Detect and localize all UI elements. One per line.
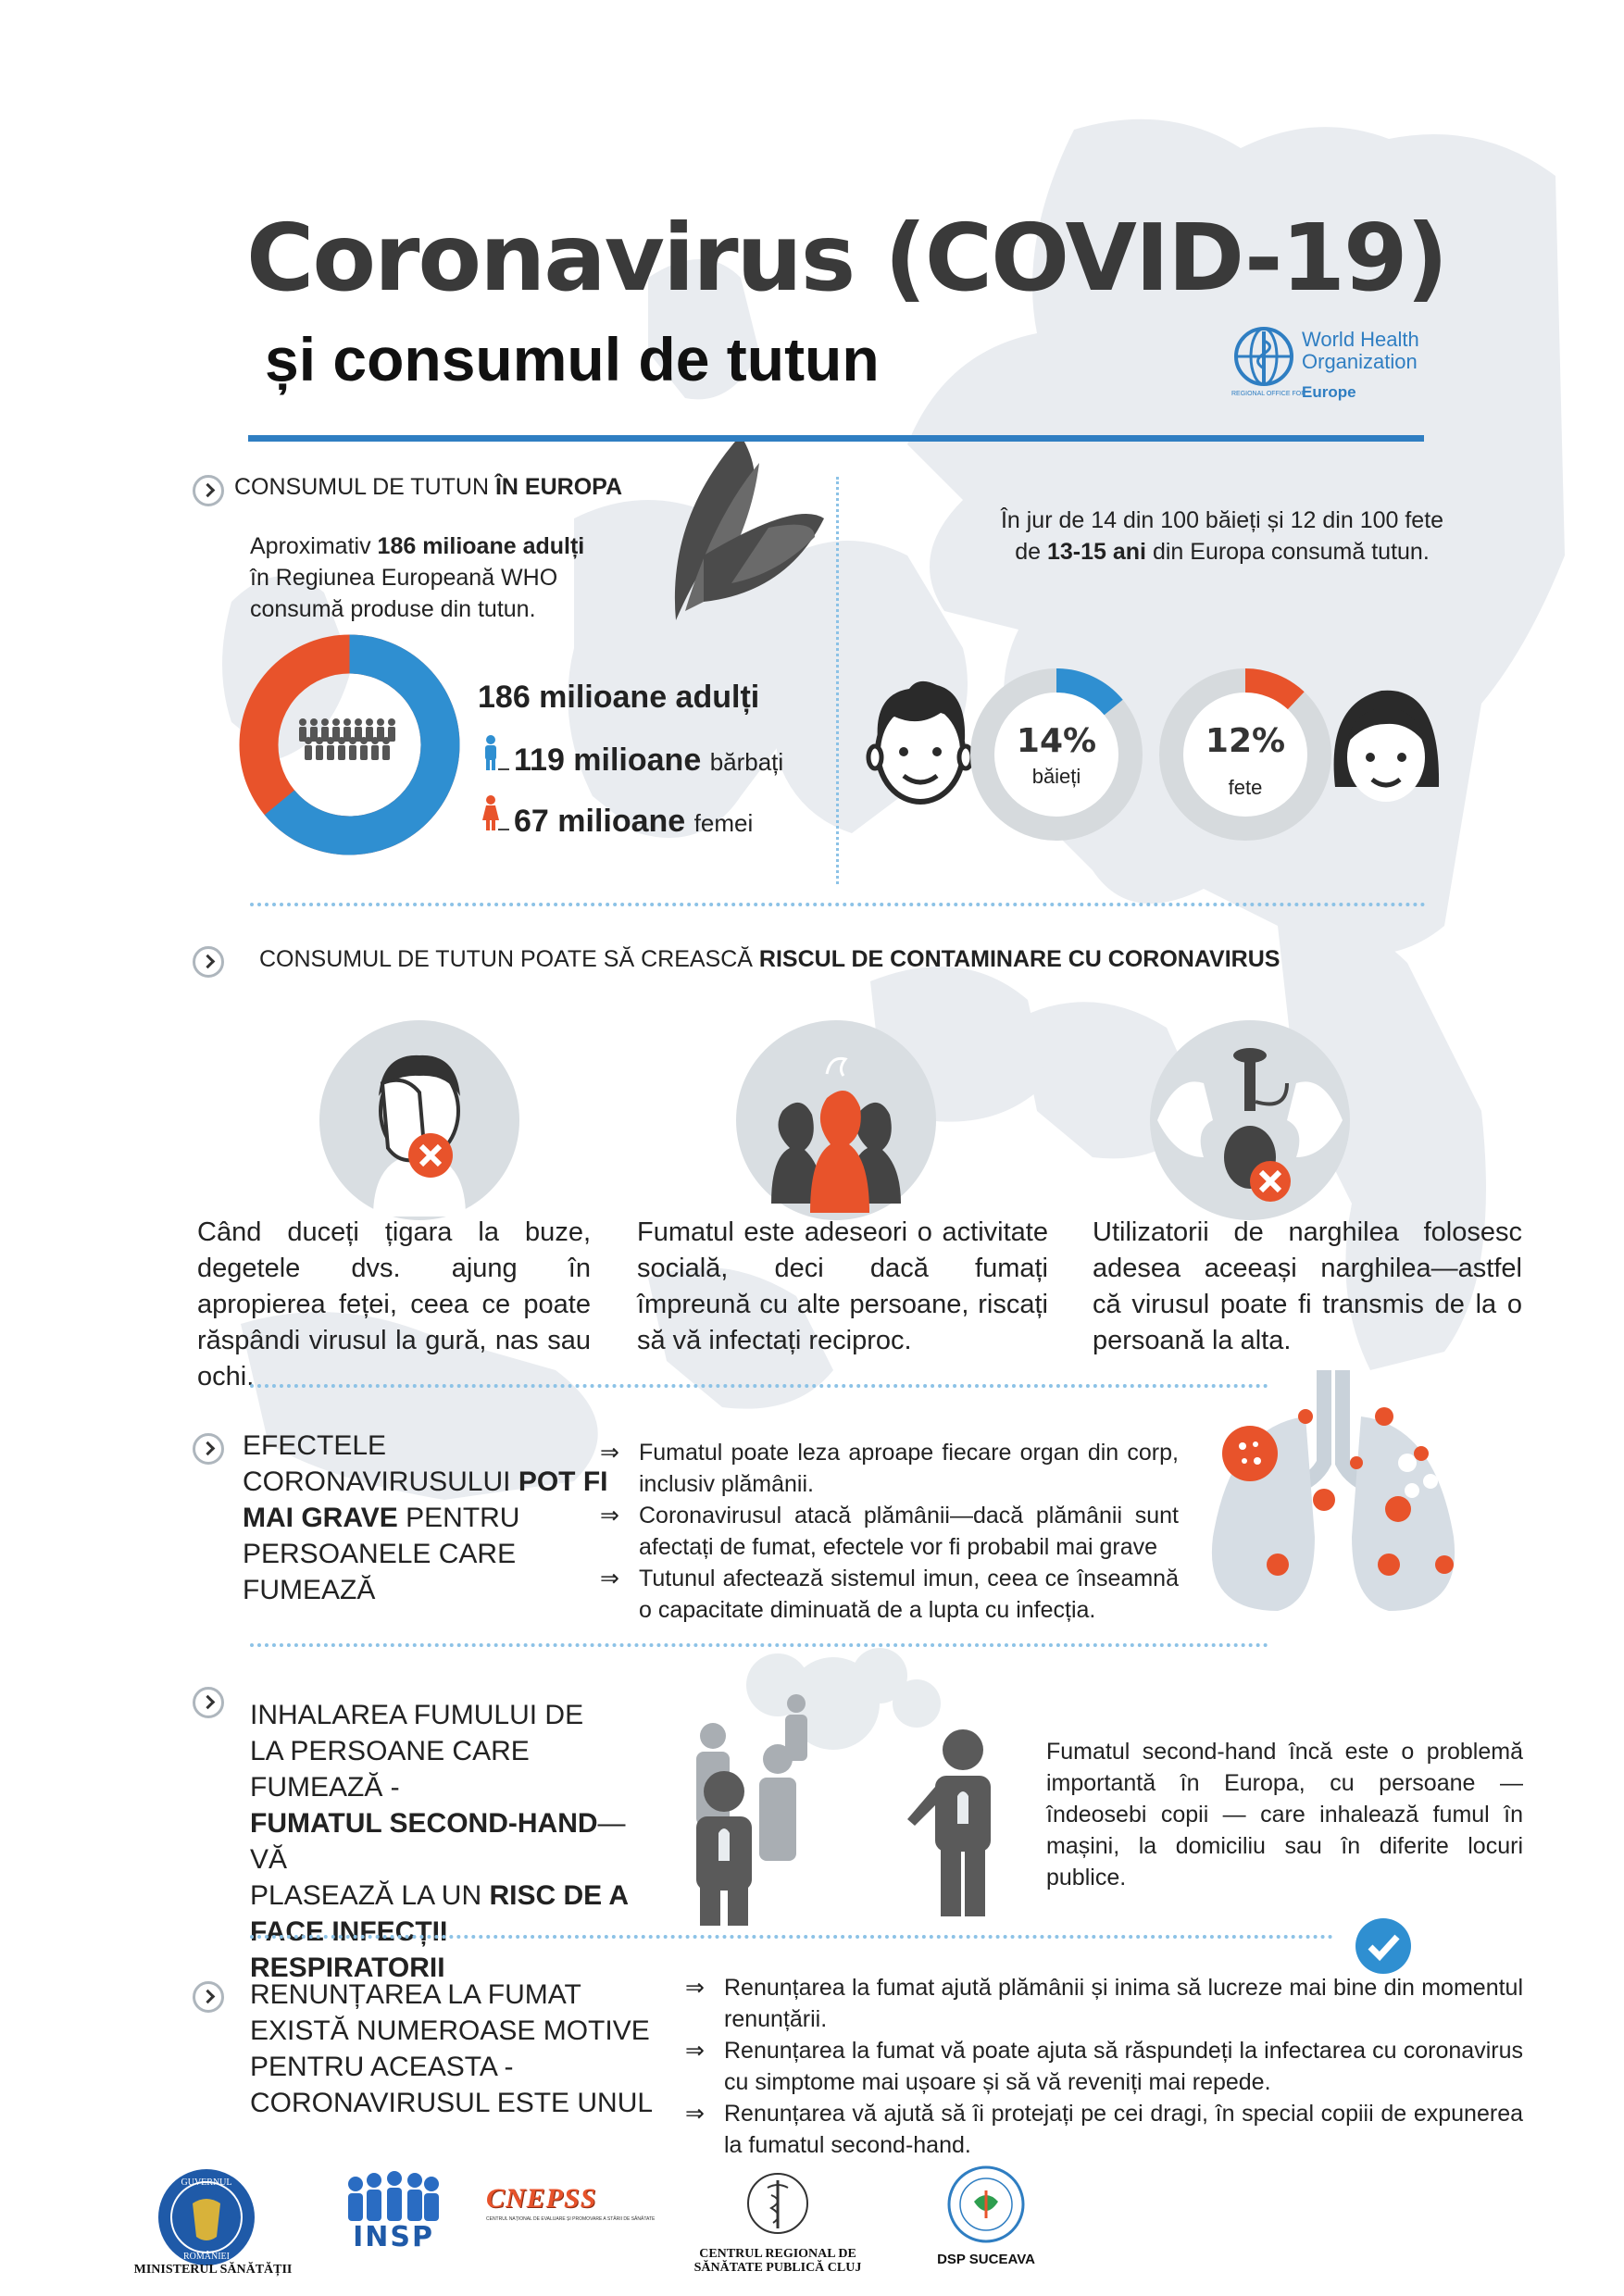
crowd-person-head (299, 718, 306, 726)
adults-donut-chart (236, 631, 463, 858)
seal-top-text: GUVERNUL (181, 2177, 232, 2188)
crowd-person-body (338, 745, 345, 760)
crowd-person-head (355, 718, 362, 726)
risk-column-1: Când duceți țigara la buze, degetele dvs. ajung în apropierea feței, ceea ce poate răspândi virusul la gură, nas sau ochi. (197, 1217, 591, 1391)
dsp-seal-icon (946, 2165, 1026, 2244)
logo-cnepss-subtitle: CENTRUL NAȚIONAL DE EVALUARE ȘI PROMOVARE A STĂRII DE SĂNĂTATE (486, 2216, 656, 2222)
title-rule (248, 435, 1424, 442)
crowd-person-body (360, 745, 368, 760)
logo-dsp-suceava (926, 2165, 1046, 2266)
effects-list (600, 1437, 1179, 1626)
seal-bottom-text: ROMÂNIEI (183, 2252, 230, 2262)
section-bullet-icon (193, 1433, 224, 1465)
crowd-person-head (344, 718, 351, 726)
insp-people-icon (343, 2171, 444, 2227)
quit-heading: RENUNȚAREA LA FUMAT EXISTĂ NUMEROASE MOTIVE PENTRU ACEASTA - CORONAVIRUSUL ESTE UNUL (250, 1979, 654, 2118)
boys-percent: 14% (1016, 722, 1097, 760)
effects-heading: EFECTELE CORONAVIRUSULUI POT FI MAI GRAVE PENTRU PERSOANELE CARE FUMEAZĂ (243, 1430, 608, 1605)
who-emblem-icon (1231, 324, 1296, 389)
arrow-icon: ⇒ (600, 1566, 619, 1591)
girls-percent: 12% (1205, 722, 1286, 760)
who-logo (1231, 324, 1444, 407)
crowd-person-body (316, 745, 323, 760)
effects-item: ⇒ Fumatul poate leza aproape fiecare organ din corp, inclusiv plămânii. (600, 1437, 1179, 1500)
secondhand-smoke-people-icon (639, 1648, 1037, 1926)
secondhand-heading: INHALAREA FUMULUI DE LA PERSOANE CARE FUMEAZĂ - FUMATUL SECOND-HAND—VĂ PLASEAZĂ LA UN RISC DE A FACE INFECȚII RESPIRATORII (250, 1700, 630, 1983)
logo-insp (343, 2171, 444, 2264)
quit-item: ⇒ Renunțarea vă ajută să îi protejați pe cei dragi, în special copiii de expunerea la fumatul second-hand. (685, 2098, 1523, 2161)
crowd-person-head (360, 737, 368, 744)
column-divider (836, 477, 839, 884)
section-bullet-icon (193, 1687, 224, 1718)
section-bullet-icon (193, 1981, 224, 2013)
women-stat: 67 milioane femei (514, 804, 754, 839)
woman-icon (478, 794, 513, 833)
girls-label: fete (1228, 776, 1263, 799)
boy-face-icon (863, 676, 979, 810)
logo-dsp-caption: DSP SUCEAVA (937, 2252, 1035, 2267)
europe-intro: Aproximativ 186 milioane adulți în Regiunea Europeană WHO consumă produse din tutun. (250, 533, 585, 622)
section-divider-2 (250, 1384, 1268, 1388)
arrow-icon: ⇒ (685, 2101, 705, 2127)
crowd-person-head (327, 737, 334, 744)
crowd-person-head (349, 737, 356, 744)
romania-government-seal-icon (156, 2166, 257, 2268)
logo-cluj (685, 2171, 870, 2273)
quit-item: ⇒ Renunțarea la fumat ajută plămânii și inima să lucreze mai bine din momentul renunțării. (685, 1972, 1523, 2035)
arrow-icon: ⇒ (685, 1975, 705, 2001)
logo-cnepss (486, 2183, 671, 2239)
men-stat: 119 milioane bărbați (514, 742, 784, 778)
crowd-person-body (305, 745, 312, 760)
risk-heading: CONSUMUL DE TUTUN POATE SĂ CREASCĂ RISCUL DE CONTAMINARE CU CORONAVIRUS (259, 946, 1280, 972)
boys-label: băieți (1031, 765, 1081, 788)
crowd-icon (299, 718, 395, 760)
crowd-person-body (349, 745, 356, 760)
who-region: Europe (1302, 383, 1356, 401)
section-divider-4 (250, 1935, 1333, 1939)
crowd-person-head (316, 737, 323, 744)
arrow-icon: ⇒ (685, 2038, 705, 2064)
logo-cnepss-caption: CNEPSS (486, 2183, 597, 2214)
checkmark-icon (1354, 1916, 1413, 1976)
section-bullet-icon (193, 946, 224, 978)
logo-ministry (120, 2166, 306, 2277)
secondhand-text: Fumatul second-hand încă este o problemă importantă în Europa, cu persoane — îndeosebi copii — care inhalează fumul în mașini, la domiciliu sau în diferite locuri publice. (1046, 1739, 1523, 1890)
lungs-with-virus-icon (1176, 1352, 1491, 1648)
section-divider-3 (250, 1643, 1268, 1647)
logo-cluj-caption-1: CENTRUL REGIONAL DE (699, 2247, 856, 2261)
who-regional: REGIONAL OFFICE FOR (1231, 391, 1306, 397)
who-name-line2: Organization (1302, 350, 1418, 373)
crowd-person-head (321, 718, 329, 726)
risk-column-2: Fumatul este adeseori o activitate socială, deci dacă fumați împreună cu alte persoane, riscați să vă infectați reciproc. (637, 1217, 1048, 1355)
crowd-person-head (338, 737, 345, 744)
man-icon (478, 734, 513, 773)
crowd-person-body (371, 745, 379, 760)
hookah-icon (1148, 1018, 1352, 1222)
page-title: Coronavirus (COVID-19) (246, 204, 1447, 312)
quit-list (685, 1972, 1523, 2161)
crowd-person-head (377, 718, 384, 726)
section-bullet-icon (193, 475, 224, 506)
adults-total: 186 milioane adulți (478, 680, 760, 715)
effects-item: ⇒ Tutunul afectează sistemul imun, ceea ce înseamnă o capacitate diminuată de a lupta cu infecția. (600, 1563, 1179, 1626)
crowd-person-head (310, 718, 318, 726)
section-divider-1 (250, 903, 1426, 906)
page-subtitle: și consumul de tutun (265, 325, 880, 393)
quit-item: ⇒ Renunțarea la fumat vă poate ajuta să răspundeți la infectarea cu coronavirus cu simptome mai ușoare și să vă reveniți mai repede. (685, 2035, 1523, 2098)
risk-column-3: Utilizatorii de narghilea folosesc adesea aceeași narghilea—astfel că virusul poate fi transmis de la o persoană la alta. (1093, 1217, 1522, 1355)
caduceus-icon (745, 2171, 810, 2236)
logo-ministry-caption: MINISTERUL SĂNĂTĂȚII (133, 2263, 293, 2277)
arrow-icon: ⇒ (600, 1503, 619, 1529)
arrow-icon: ⇒ (600, 1440, 619, 1466)
crowd-person-head (332, 718, 340, 726)
crowd-person-head (366, 718, 373, 726)
effects-item: ⇒ Coronavirusul atacă plămânii—dacă plămânii sunt afectați de fumat, efectele vor fi probabil mai grave (600, 1500, 1179, 1563)
crowd-person-head (371, 737, 379, 744)
europe-heading: CONSUMUL DE TUTUN ÎN EUROPA (234, 474, 623, 500)
hand-on-face-icon (318, 1018, 521, 1222)
girl-face-icon (1326, 676, 1446, 815)
crowd-person-body (327, 745, 334, 760)
crowd-person-head (382, 737, 390, 744)
crowd-person-body (382, 745, 390, 760)
social-smoking-people-icon (734, 1018, 938, 1222)
youth-intro: În jur de 14 din 100 băieți și 12 din 100 fete de 13-15 ani din Europa consumă tutun. (1000, 507, 1444, 565)
crowd-person-head (305, 737, 312, 744)
logo-insp-caption: INSP (353, 2221, 434, 2253)
who-name-line1: World Health (1302, 328, 1419, 351)
logo-cluj-caption-2: SĂNĂTATE PUBLICĂ CLUJ (693, 2261, 862, 2275)
crowd-person-head (388, 718, 395, 726)
